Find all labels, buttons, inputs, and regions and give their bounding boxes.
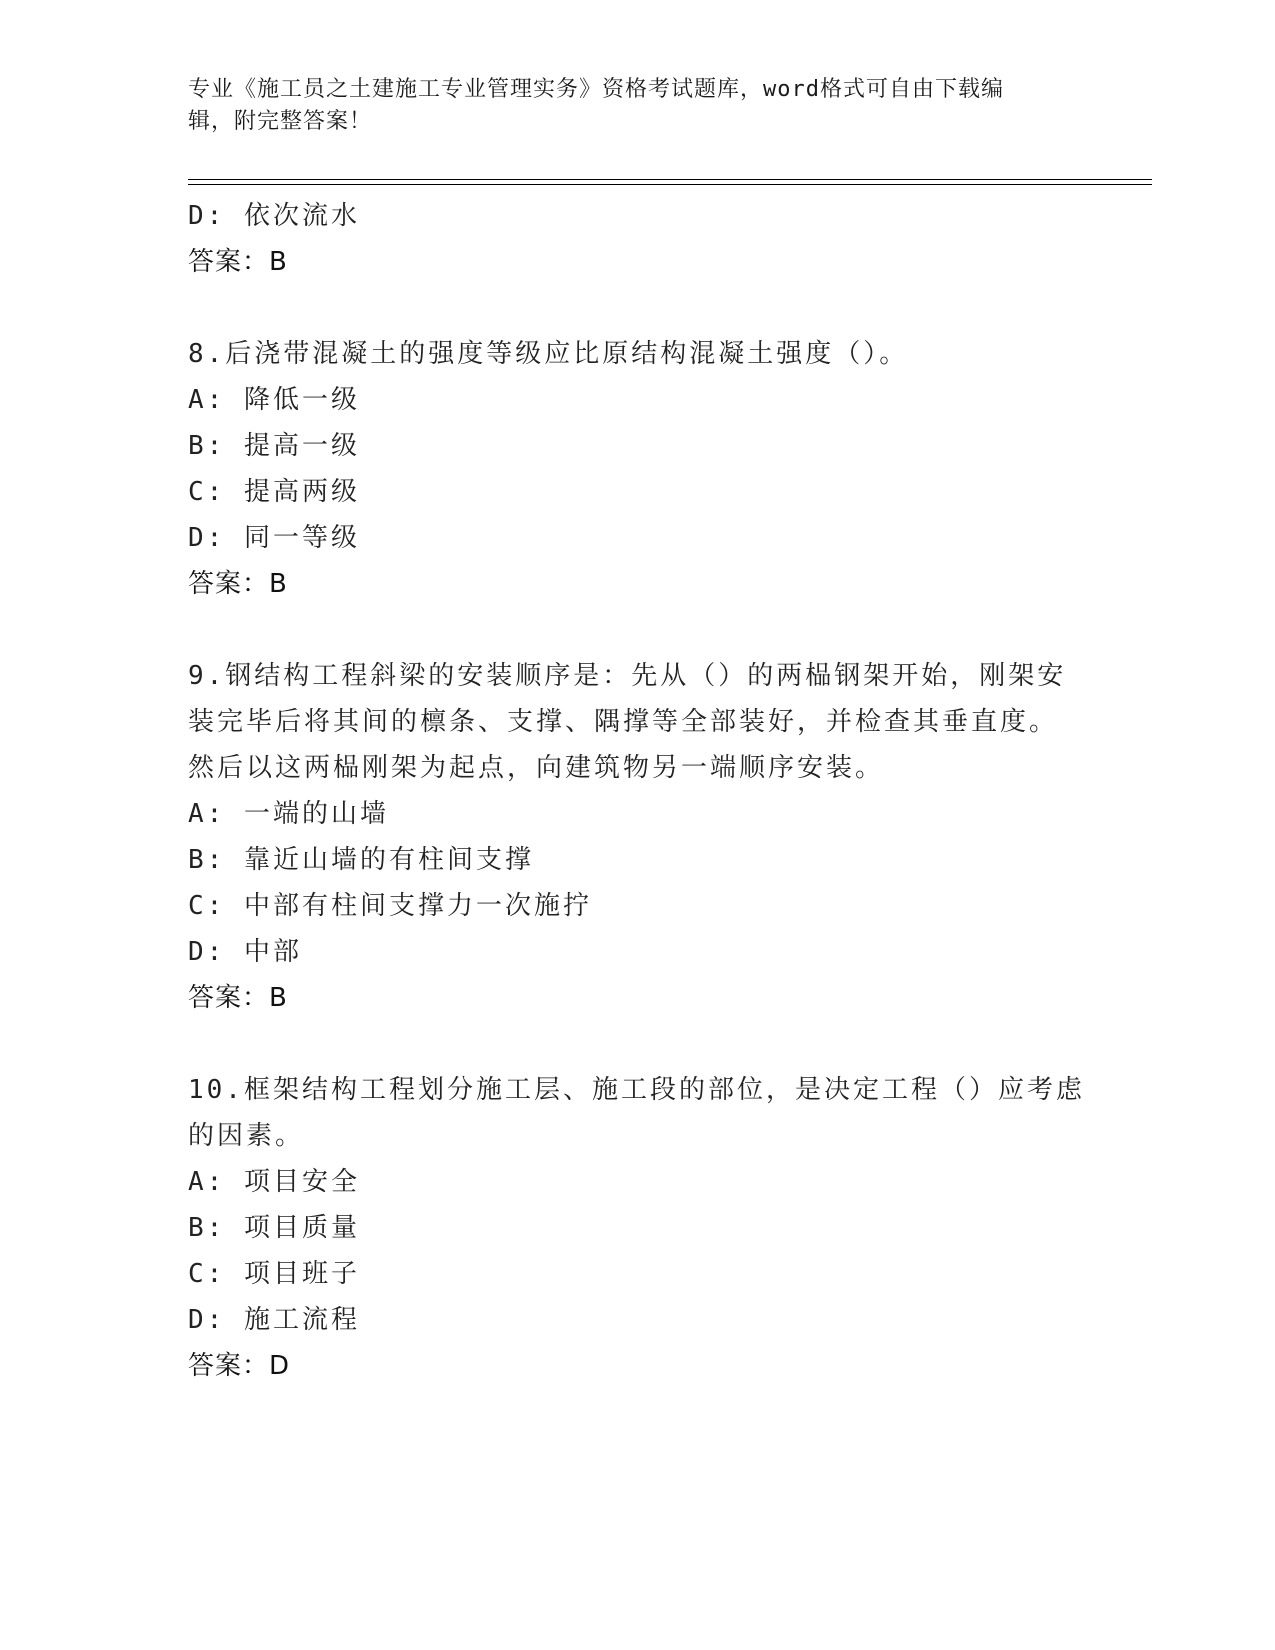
- question-list: [188, 193, 1088, 1389]
- option-d: D: 中部: [188, 937, 302, 967]
- answer: 答案：B: [188, 983, 288, 1013]
- option-c: C: 项目班子: [188, 1259, 360, 1289]
- question-10: [188, 1067, 1088, 1389]
- header-line-2: 辑，附完整答案！: [188, 109, 373, 134]
- question-stem-line: 然后以这两榀刚架为起点，向建筑物另一端顺序安装。: [188, 753, 885, 783]
- document-header: [188, 74, 1078, 138]
- prev-option-d: D: 依次流水: [188, 201, 360, 231]
- header-rule-top: [188, 179, 1152, 180]
- spacer: [188, 607, 1088, 653]
- header-rule-bottom: [188, 184, 1152, 185]
- option-c: C: 提高两级: [188, 477, 360, 507]
- answer: 答案：B: [188, 569, 288, 599]
- question-stem-line: 10.框架结构工程划分施工层、施工段的部位，是决定工程（）应考虑: [188, 1075, 1085, 1105]
- option-a: A: 降低一级: [188, 385, 360, 415]
- question-stem: 8.后浇带混凝土的强度等级应比原结构混凝土强度（）。: [188, 339, 909, 369]
- answer: 答案：D: [188, 1351, 291, 1381]
- question-9: [188, 653, 1088, 1021]
- question-stem-line: 的因素。: [188, 1121, 305, 1151]
- option-a: A: 一端的山墙: [188, 799, 389, 829]
- option-b: B: 靠近山墙的有柱间支撑: [188, 845, 534, 875]
- option-d: D: 同一等级: [188, 523, 360, 553]
- option-b: B: 提高一级: [188, 431, 360, 461]
- question-8: [188, 331, 1088, 607]
- question-stem-line: 装完毕后将其间的檩条、支撑、隅撑等全部装好，并检查其垂直度。: [188, 707, 1059, 737]
- option-a: A: 项目安全: [188, 1167, 360, 1197]
- header-line-1: 专业《施工员之土建施工专业管理实务》资格考试题库，word格式可自由下载编: [188, 77, 1004, 102]
- question-stem-line: 9.钢结构工程斜梁的安装顺序是：先从（）的两榀钢架开始，刚架安: [188, 661, 1067, 691]
- prev-answer: 答案：B: [188, 247, 288, 277]
- option-c: C: 中部有柱间支撑力一次施拧: [188, 891, 592, 921]
- spacer: [188, 1021, 1088, 1067]
- option-d: D: 施工流程: [188, 1305, 360, 1335]
- option-b: B: 项目质量: [188, 1213, 360, 1243]
- spacer: [188, 285, 1088, 331]
